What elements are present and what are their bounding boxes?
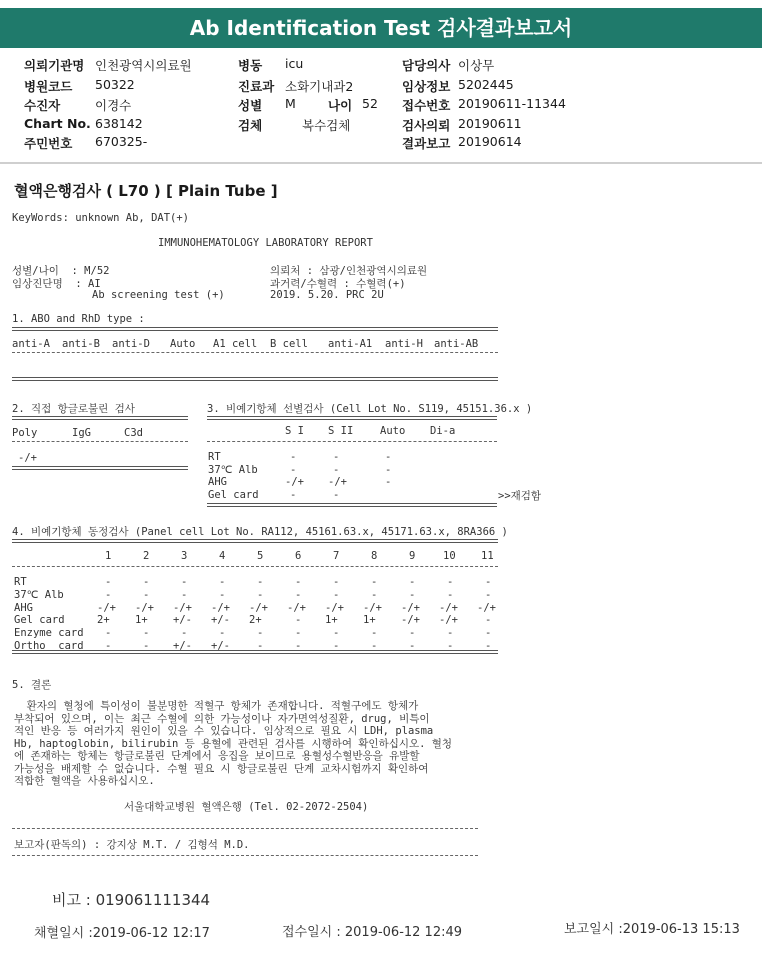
keywords: KeyWords: unknown Ab, DAT(+) bbox=[12, 212, 190, 224]
s4-cell: - bbox=[333, 576, 340, 588]
receipt-no-label: 접수번호 bbox=[402, 98, 451, 113]
lab-title: IMMUNOHEMATOLOGY LABORATORY REPORT bbox=[158, 237, 373, 249]
s2-rule-bottom bbox=[12, 466, 188, 470]
s4-cell: -/+ bbox=[401, 601, 420, 614]
s4-cell: - bbox=[409, 640, 416, 652]
s4-cell: - bbox=[143, 640, 150, 652]
s4-col-header: 10 bbox=[443, 550, 456, 562]
dept-value: 소화기내과2 bbox=[285, 79, 354, 94]
age-value: 52 bbox=[362, 96, 378, 111]
report-title: Ab Identification Test 검사결과보고서 bbox=[0, 8, 762, 48]
s1-rule-bottom bbox=[12, 377, 498, 381]
s4-cell: 1+ bbox=[135, 614, 148, 627]
s4-cell: 2+ bbox=[249, 614, 262, 627]
sex-age: 성별/나이 : M/52 bbox=[12, 265, 110, 277]
s4-cell: - bbox=[143, 588, 150, 601]
s4-cell: - bbox=[409, 576, 416, 588]
s4-cell: 2+ bbox=[97, 614, 110, 627]
s4-cell: -/+ bbox=[97, 601, 116, 614]
s3-row-label: Gel card bbox=[208, 488, 259, 501]
s4-col-header: 5 bbox=[257, 550, 264, 562]
s3-cell: - bbox=[333, 463, 340, 476]
s4-cell: - bbox=[409, 588, 416, 601]
conclusion-line: 적합한 혈액을 사용하십시오. bbox=[14, 775, 155, 787]
s4-cell: - bbox=[295, 576, 302, 588]
conclusion-line: 환자의 혈청에 특이성이 불분명한 적혈구 항체가 존재합니다. 적혈구에도 항체가 bbox=[14, 700, 419, 712]
s4-cell: - bbox=[447, 640, 454, 652]
s4-cell: - bbox=[257, 576, 264, 588]
s4-cell: - bbox=[409, 627, 416, 640]
s4-cell: - bbox=[105, 576, 112, 588]
s4-cell: -/+ bbox=[249, 601, 268, 614]
s3-cell: -/+ bbox=[328, 476, 347, 488]
s1-col-header: anti-A bbox=[12, 338, 50, 350]
s3-col-header: Auto bbox=[380, 425, 406, 437]
chart-no-value: 638142 bbox=[95, 116, 143, 131]
s4-cell: -/+ bbox=[211, 601, 230, 614]
s4-cell: - bbox=[295, 614, 302, 627]
s4-title: 4. 비예기항체 동정검사 (Panel cell Lot No. RA112, 45161.63.x, 45171.63.x, 8RA366 ) bbox=[12, 526, 508, 538]
patient-value: 이경수 bbox=[95, 98, 132, 113]
s4-row-label: 37℃ Alb bbox=[14, 588, 64, 601]
s4-cell: +/- bbox=[173, 640, 192, 652]
patient-label: 수진자 bbox=[24, 98, 61, 113]
s3-cell: -/+ bbox=[285, 476, 304, 488]
received-time: 접수일시 : 2019-06-12 12:49 bbox=[282, 925, 463, 940]
s2-value: -/+ bbox=[18, 452, 37, 464]
s4-row-label: Gel card bbox=[14, 614, 65, 627]
s4-cell: +/- bbox=[211, 640, 230, 652]
s4-col-header: 7 bbox=[333, 550, 340, 562]
rrn-label: 주민번호 bbox=[24, 136, 73, 151]
s4-cell: - bbox=[181, 627, 188, 640]
specimen-value: 복수검체 bbox=[302, 118, 351, 133]
s1-col-header: anti-AB bbox=[434, 338, 479, 350]
s1-rule-top bbox=[12, 327, 498, 331]
reporter: 보고자(판독의) : 강지상 M.T. / 김형석 M.D. bbox=[14, 839, 250, 851]
s4-cell: 1+ bbox=[363, 614, 376, 627]
s4-row-label: Enzyme card bbox=[14, 627, 84, 640]
s4-cell: - bbox=[257, 640, 264, 652]
s4-cell: -/+ bbox=[363, 601, 382, 614]
s4-cell: - bbox=[333, 627, 340, 640]
s1-col-header: anti-H bbox=[385, 338, 423, 350]
s4-col-header: 1 bbox=[105, 550, 112, 562]
s4-cell: - bbox=[219, 588, 226, 601]
s4-cell: -/+ bbox=[439, 601, 458, 614]
s4-row-label: Ortho card bbox=[14, 640, 84, 652]
s3-col-header: S I bbox=[285, 425, 304, 437]
s4-cell: -/+ bbox=[287, 601, 306, 614]
s4-cell: - bbox=[105, 640, 112, 652]
s4-row-label: RT bbox=[14, 576, 27, 588]
hospital-code-label: 병원코드 bbox=[24, 79, 73, 94]
s4-cell: - bbox=[143, 627, 150, 640]
s3-cell: - bbox=[333, 488, 340, 501]
s1-col-header: B cell bbox=[270, 338, 308, 350]
s3-col-header: S II bbox=[328, 425, 354, 437]
s4-cell: - bbox=[447, 588, 454, 601]
hospital-value: 인천광역시의료원 bbox=[95, 58, 192, 73]
clinical-label: 임상정보 bbox=[402, 79, 451, 94]
s4-cell: - bbox=[485, 627, 492, 640]
s4-cell: - bbox=[371, 576, 378, 588]
s4-cell: -/+ bbox=[401, 614, 420, 627]
history: 과거력/수혈력 : 수혈력(+) bbox=[270, 278, 406, 290]
reporter-rule-top bbox=[12, 828, 478, 829]
s2-col-header: C3d bbox=[124, 427, 143, 439]
conclusion-line: 부착되어 있으며, 이는 최근 수혈에 의한 가능성이나 자가면역성질환, drug, 비특이 bbox=[14, 712, 430, 725]
ward-value: icu bbox=[285, 56, 304, 71]
s2-title: 2. 직접 항글로불린 검사 bbox=[12, 403, 135, 415]
conclusion-line: 가능성을 배제할 수 없습니다. 수혈 필요 시 항글로불린 단계 교차시험까지 확인하여 bbox=[14, 762, 429, 775]
s3-cell: - bbox=[333, 451, 340, 463]
s3-row-label: AHG bbox=[208, 476, 227, 488]
s3-cell: - bbox=[385, 463, 392, 476]
s4-cell: - bbox=[257, 627, 264, 640]
doctor-value: 이상무 bbox=[458, 58, 495, 73]
s4-cell: - bbox=[219, 576, 226, 588]
s4-rule-bottom bbox=[12, 650, 498, 654]
diagnosis: 임상진단명 : AI bbox=[12, 278, 101, 290]
s1-rule-mid bbox=[12, 352, 498, 353]
conclusion-line: 적인 반응 등 여러가지 원인이 있을 수 있습니다. 임상적으로 필요 시 LDH, plasma bbox=[14, 725, 434, 737]
s3-rule-bottom bbox=[207, 503, 497, 507]
reporter-rule-bottom bbox=[12, 855, 478, 856]
doctor-label: 담당의사 bbox=[402, 58, 451, 73]
s3-rule-top bbox=[207, 416, 497, 420]
s4-cell: - bbox=[219, 627, 226, 640]
s4-cell: - bbox=[295, 588, 302, 601]
s1-col-header: anti-A1 bbox=[328, 338, 373, 350]
s1-title: 1. ABO and RhD type : bbox=[12, 313, 145, 325]
s4-cell: - bbox=[257, 588, 264, 601]
ward-label: 병동 bbox=[238, 58, 263, 73]
s3-cell: - bbox=[385, 476, 392, 488]
report-time: 보고일시 :2019-06-13 15:13 bbox=[564, 922, 740, 937]
s3-row-label: 37℃ Alb bbox=[208, 463, 258, 476]
s4-col-header: 9 bbox=[409, 550, 416, 562]
s1-col-header: A1 cell bbox=[213, 338, 258, 350]
sex-label: 성별 bbox=[238, 98, 263, 113]
s2-col-header: IgG bbox=[72, 427, 91, 439]
s2-rule-mid bbox=[12, 441, 188, 442]
hospital-code-value: 50322 bbox=[95, 77, 135, 92]
screening: Ab screening test (+) bbox=[92, 289, 225, 301]
s4-col-header: 8 bbox=[371, 550, 378, 562]
s4-cell: - bbox=[295, 627, 302, 640]
s4-cell: - bbox=[371, 588, 378, 601]
s3-rule-mid bbox=[207, 441, 497, 442]
s2-col-header: Poly bbox=[12, 427, 38, 439]
s4-col-header: 4 bbox=[219, 550, 226, 562]
age-label: 나이 bbox=[328, 98, 353, 113]
blood-bank: 서울대학교병원 혈액은행 (Tel. 02-2072-2504) bbox=[124, 801, 369, 813]
s1-col-header: anti-B bbox=[62, 338, 100, 350]
s4-cell: - bbox=[485, 640, 492, 652]
s3-title: 3. 비예기항체 선별검사 (Cell Lot No. S119, 45151.36.x ) bbox=[207, 403, 533, 415]
reported-value: 20190614 bbox=[458, 134, 522, 149]
s4-cell: -/+ bbox=[439, 614, 458, 627]
s3-cell: - bbox=[290, 488, 297, 501]
conclusion-line: Hb, haptoglobin, bilirubin 등 용혈에 관련된 검사를 시행하여 확인하십시오. 혈청 bbox=[14, 737, 453, 750]
s1-col-header: anti-D bbox=[112, 338, 150, 350]
clinical-value: 5202445 bbox=[458, 77, 514, 92]
s3-cell: - bbox=[290, 463, 297, 476]
s4-cell: - bbox=[295, 640, 302, 652]
s4-cell: +/- bbox=[173, 614, 192, 627]
s4-cell: -/+ bbox=[477, 601, 496, 614]
requested-value: 20190611 bbox=[458, 116, 522, 131]
s4-col-header: 3 bbox=[181, 550, 188, 562]
transfusion: 2019. 5.20. PRC 2U bbox=[270, 289, 384, 301]
collected-time: 채혈일시 :2019-06-12 12:17 bbox=[34, 926, 210, 941]
s3-cell: - bbox=[290, 451, 297, 463]
s4-cell: - bbox=[447, 627, 454, 640]
s4-cell: - bbox=[371, 640, 378, 652]
s3-col-header: Di-a bbox=[430, 425, 456, 437]
remark: 비고 : 019061111344 bbox=[52, 891, 211, 909]
s4-cell: -/+ bbox=[325, 601, 344, 614]
s4-cell: - bbox=[181, 576, 188, 588]
s4-cell: +/- bbox=[211, 614, 230, 627]
s4-cell: - bbox=[181, 588, 188, 601]
s4-cell: - bbox=[333, 640, 340, 652]
s4-row-label: AHG bbox=[14, 601, 33, 614]
s4-rule-top bbox=[12, 539, 498, 543]
s2-rule-top bbox=[12, 416, 188, 420]
dept-label: 진료과 bbox=[238, 79, 275, 94]
section-title: 혈액은행검사 ( L70 ) [ Plain Tube ] bbox=[14, 182, 278, 200]
s4-cell: - bbox=[143, 576, 150, 588]
s4-cell: -/+ bbox=[173, 601, 192, 614]
s3-row-label: RT bbox=[208, 451, 221, 463]
conclusion-line: 에 존재하는 항체는 항글로불린 단계에서 응집을 보이므로 용혈성수혈반응을 유발할 bbox=[14, 750, 420, 762]
s4-cell: - bbox=[371, 627, 378, 640]
specimen-label: 검체 bbox=[238, 118, 263, 133]
s3-cell: - bbox=[385, 451, 392, 463]
s4-cell: - bbox=[485, 576, 492, 588]
header-divider bbox=[0, 162, 762, 164]
s4-cell: - bbox=[105, 588, 112, 601]
s4-cell: - bbox=[485, 588, 492, 601]
s3-note: >>재검함 bbox=[498, 490, 542, 502]
requested-label: 검사의뢰 bbox=[402, 118, 451, 133]
chart-no-label: Chart No. bbox=[24, 116, 91, 131]
s4-col-header: 6 bbox=[295, 550, 302, 562]
s4-cell: 1+ bbox=[325, 614, 338, 627]
s4-cell: - bbox=[105, 627, 112, 640]
s1-col-header: Auto bbox=[170, 338, 196, 350]
receipt-no-value: 20190611-11344 bbox=[458, 96, 566, 111]
sex-value: M bbox=[285, 96, 296, 111]
s4-cell: -/+ bbox=[135, 601, 154, 614]
s4-cell: - bbox=[447, 576, 454, 588]
reported-label: 결과보고 bbox=[402, 136, 451, 151]
s4-cell: - bbox=[485, 614, 492, 627]
hospital-label: 의뢰기관명 bbox=[24, 58, 85, 73]
requester: 의뢰처 : 삼광/인천광역시의료원 bbox=[270, 265, 428, 277]
s4-col-header: 2 bbox=[143, 550, 150, 562]
s5-title: 5. 결론 bbox=[12, 679, 52, 691]
rrn-value: 670325- bbox=[95, 134, 148, 149]
s4-rule-mid bbox=[12, 566, 498, 567]
s4-cell: - bbox=[333, 588, 340, 601]
s4-col-header: 11 bbox=[481, 550, 494, 562]
